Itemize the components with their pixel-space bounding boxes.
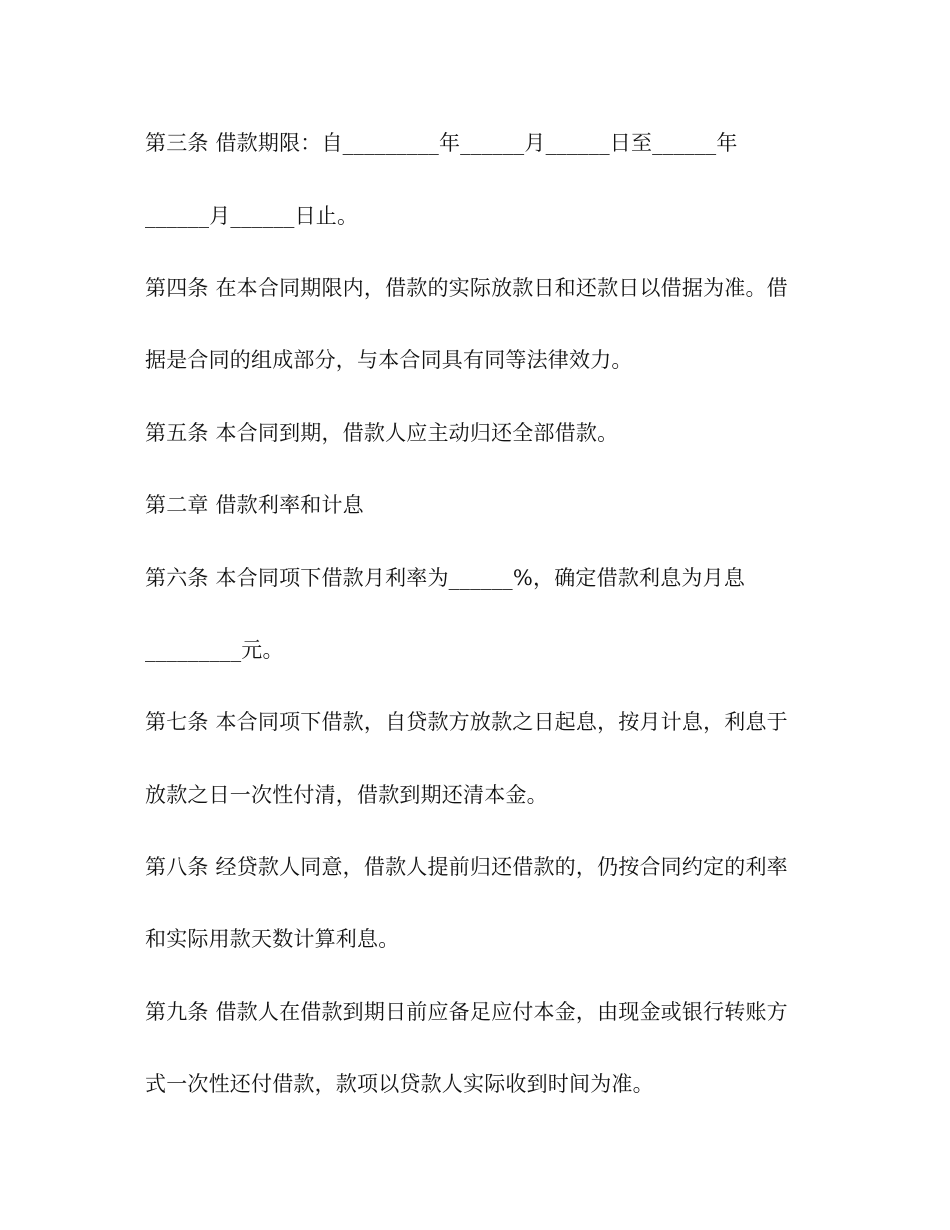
article-4-line-2: 据是合同的组成部分，与本合同具有同等法律效力。 (145, 348, 633, 372)
article-3-line-2: ______月______日止。 (145, 204, 359, 228)
article-8-line-1: 第八条 经贷款人同意，借款人提前归还借款的，仍按合同约定的利率 (145, 855, 788, 879)
article-8-line-2: 和实际用款天数计算利息。 (145, 927, 400, 951)
article-7-line-2: 放款之日一次性付清，借款到期还清本金。 (145, 783, 548, 807)
article-3-line-1: 第三条 借款期限：自_________年______月______日至______年 (145, 131, 738, 155)
article-7-line-1: 第七条 本合同项下借款，自贷款方放款之日起息，按月计息，利息于 (145, 710, 788, 734)
article-9-line-2: 式一次性还付借款，款项以贷款人实际收到时间为准。 (145, 1072, 654, 1096)
article-6-line-1: 第六条 本合同项下借款月利率为______%，确定借款利息为月息 (145, 566, 746, 590)
article-6-line-2: _________元。 (145, 638, 284, 662)
article-9-line-1: 第九条 借款人在借款到期日前应备足应付本金，由现金或银行转账方 (145, 1000, 788, 1024)
article-5-line-1: 第五条 本合同到期，借款人应主动归还全部借款。 (145, 421, 619, 445)
article-4-line-1: 第四条 在本合同期限内，借款的实际放款日和还款日以借据为准。借 (145, 276, 788, 300)
chapter-2-heading: 第二章 借款利率和计息 (145, 493, 364, 517)
